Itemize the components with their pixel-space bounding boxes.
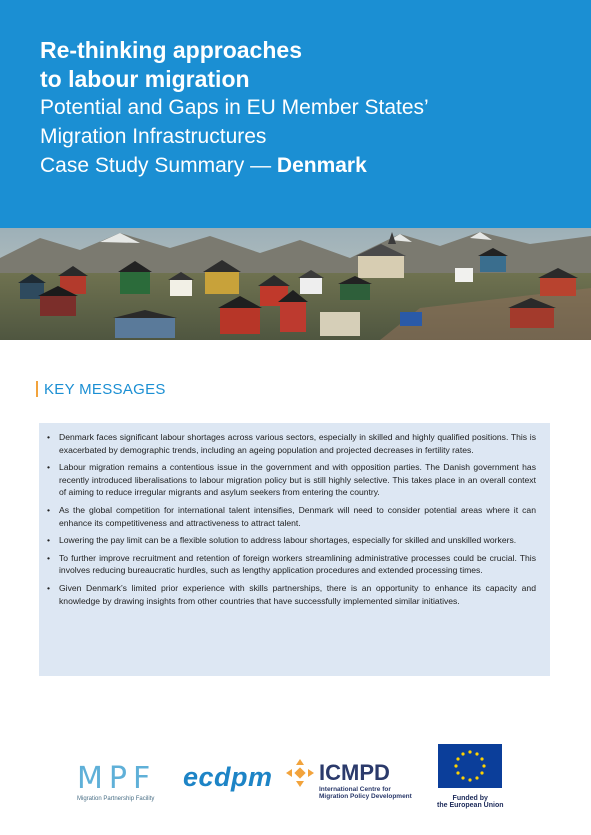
ecdpm-logo: ecdpm bbox=[183, 762, 273, 792]
mpf-logo bbox=[77, 761, 157, 802]
icmpd-mark: ICMPD bbox=[319, 760, 390, 785]
eu-caption-line-2: the European Union bbox=[437, 802, 504, 809]
heading-accent-bar bbox=[36, 381, 38, 397]
subtitle-line-3 bbox=[40, 151, 429, 180]
heading-text: KEY MESSAGES bbox=[44, 381, 166, 398]
cover-header bbox=[0, 0, 591, 228]
title-line-2: to labour migration bbox=[40, 66, 250, 92]
mpf-caption: Migration Partnership Facility bbox=[77, 796, 155, 802]
icmpd-emblem-icon bbox=[285, 758, 315, 788]
subtitle-line-1: Potential and Gaps in EU Member States’ bbox=[40, 96, 429, 119]
report-title bbox=[40, 36, 302, 94]
icmpd-line-1: International Centre for bbox=[319, 786, 391, 793]
list-item: • Lowering the pay limit can be a flexible solution to address labour shortages, especially for skilled and unskilled workers. bbox=[59, 534, 536, 547]
list-item: • Labour migration remains a contentious issue in the government and with opposition parties. The Danish government has recently introduced liberalisations to labour migration policy but is still highly selective. This takes place in an overall context of aiming to reduce irregular migrants and asylum seekers from entering the country. bbox=[59, 461, 536, 499]
eu-logo bbox=[437, 744, 504, 809]
eu-flag-icon bbox=[438, 744, 502, 788]
partner-logos bbox=[0, 740, 591, 835]
country-name: Denmark bbox=[276, 154, 367, 177]
subtitle-line-2: Migration Infrastructures bbox=[40, 125, 267, 148]
title-line-1: Re-thinking approaches bbox=[40, 37, 302, 63]
icmpd-logo bbox=[285, 758, 412, 800]
key-messages-list bbox=[39, 423, 550, 607]
list-item: • As the global competition for international talent intensifies, Denmark will need to consider potential areas where it can enhance its competitiveness and attractiveness to attract talent. bbox=[59, 504, 536, 529]
icmpd-line-2: Migration Policy Development bbox=[319, 793, 412, 800]
key-messages-box bbox=[39, 423, 550, 676]
mpf-mark: MPF bbox=[77, 761, 157, 796]
cover-photo-village bbox=[0, 228, 591, 340]
subtitle-prefix: Case Study Summary — bbox=[40, 154, 277, 177]
eu-caption-line-1: Funded by bbox=[452, 795, 488, 802]
list-item: • To further improve recruitment and retention of foreign workers streamlining administrative processes could be crucial. This involves reducing bureaucratic hurdles, such as lengthy application procedures and extended processing times. bbox=[59, 552, 536, 577]
list-item: • Denmark faces significant labour shortages across various sectors, especially in skilled and highly qualified positions. This is exacerbated by demographic trends, including an ageing population and projected decreases in fertility rates. bbox=[59, 431, 536, 456]
key-messages-heading bbox=[36, 381, 166, 398]
report-subtitle bbox=[40, 93, 429, 180]
list-item: • Given Denmark’s limited prior experience with skills partnerships, there is an opportunity to enhance its capacity and knowledge by drawing insights from other countries that have successfully implemented similar initiatives. bbox=[59, 582, 536, 607]
